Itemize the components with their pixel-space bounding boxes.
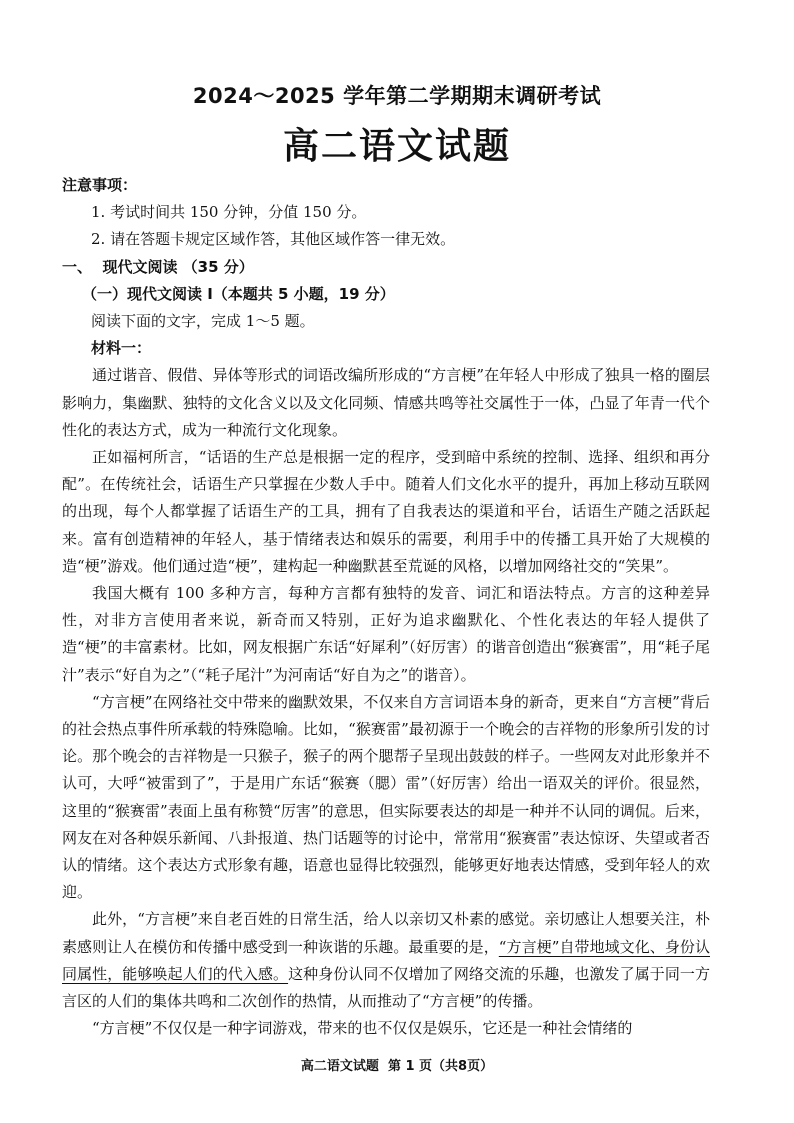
material-label: 材料一： — [91, 339, 152, 358]
underlined-sentence: “方言梗”自带地域文化、身份认同属性，能够唤起人们的代入感。 — [62, 937, 710, 983]
reading-instruction: 阅读下面的文字，完成 1～5 题。 — [91, 312, 315, 331]
passage-paragraph-3: 我国大概有 100 多种方言，每种方言都有独特的发音、词汇和语法特点。方言的这种差异性，对非方言使用者来说，新奇而又特别，正好为追求幽默化、个性化表达的年轻人提供了造“梗”的丰富素材。比如，网友根据广东话“好犀利”（好厉害）的谐音创造出“猴赛雷”，用“耗子尾汁”表示“好自为之”（“耗子尾汁”为河南话“好自为之”的谐音）。 — [62, 584, 710, 684]
notice-heading: 注意事项： — [62, 176, 138, 194]
paragraph-5-tail: 这种身份认同不仅增加了网络交流的乐趣，也激发了属于同一方言区的人们的集体共鸣和二次创作的热情，从而推动了“方言梗”的传播。 — [62, 964, 710, 1011]
passage-paragraph-2: 正如福柯所言，“话语的生产总是根据一定的程序，受到暗中系统的控制、选择、组织和再分配”。在传统社会，话语生产只掌握在少数人手中。随着人们文化水平的提升，再加上移动互联网的出现，每个人都掌握了话语生产的工具，拥有了自我表达的渠道和平台，话语生产随之活跃起来。富有创造精神的年轻人，基于情绪表达和娱乐的需要，利用手中的传播工具开始了大规模的造“梗”游戏。他们通过造“梗”，建构起一种幽默甚至荒诞的风格，以增加网络社交的“笑果”。 — [62, 448, 710, 575]
passage-paragraph-6: “方言梗”不仅仅是一种字词游戏，带来的也不仅仅是娱乐，它还是一种社会情绪的 — [92, 1019, 633, 1038]
passage-paragraph-1: 通过谐音、假借、异体等形式的词语改编所形成的“方言梗”在年轻人中形成了独具一格的圈层影响力，集幽默、独特的文化含义以及文化同频、情感共鸣等社交属性于一体，凸显了年青一代个性化的表达方式，成为一种流行文化现象。 — [62, 366, 710, 439]
section-heading: 一、 现代文阅读 （35 分） — [62, 257, 254, 276]
subsection-heading: （一）现代文阅读 I（本题共 5 小题，19 分） — [82, 284, 395, 303]
page-footer: 高二语文试题 第 1 页（共8页） — [300, 1059, 494, 1074]
passage-paragraph-5 — [62, 906, 710, 1015]
notice-item-2: 2. 请在答题卡规定区域作答，其他区域作答一律无效。 — [91, 230, 456, 249]
subject-title: 高二语文试题 — [282, 126, 511, 167]
paragraph-5-lead: 此外，“方言梗”来自老百姓的日常生活，给人以亲切又朴素的感觉。亲切感让人想要关注，朴素感则让人在模仿和传播中感受到一种诙谐的乐趣。最重要的是， — [62, 910, 710, 956]
notice-item-1: 1. 考试时间共 150 分钟，分值 150 分。 — [91, 203, 367, 222]
page-content — [62, 172, 710, 1043]
passage-paragraph-4: “方言梗”在网络社交中带来的幽默效果，不仅来自方言词语本身的新奇，更来自“方言梗”背后的社会热点事件所承载的特殊隐喻。比如，“猴赛雷”最初源于一个晚会的吉祥物的形象所引发的讨论。那个晚会的吉祥物是一只猴子，猴子的两个腮帮子呈现出鼓鼓的样子。一些网友对此形象并不认可，大呼“被雷到了”，于是用广东话“猴赛（腮）雷”（好厉害）给出一语双关的评价。很显然，这里的“猴赛雷”表面上虽有称赞“厉害”的意思，但实际要表达的却是一种并不认同的调侃。后来，网友在对各种娱乐新闻、八卦报道、热门话题等的讨论中，常常用“猴赛雷”表达惊讶、失望或者否认的情绪。这个表达方式形象有趣，语意也显得比较强烈，能够更好地表达情感，受到年轻人的欢迎。 — [62, 692, 710, 902]
exam-title: 2024～2025 学年第二学期期末调研考试 — [192, 84, 602, 108]
